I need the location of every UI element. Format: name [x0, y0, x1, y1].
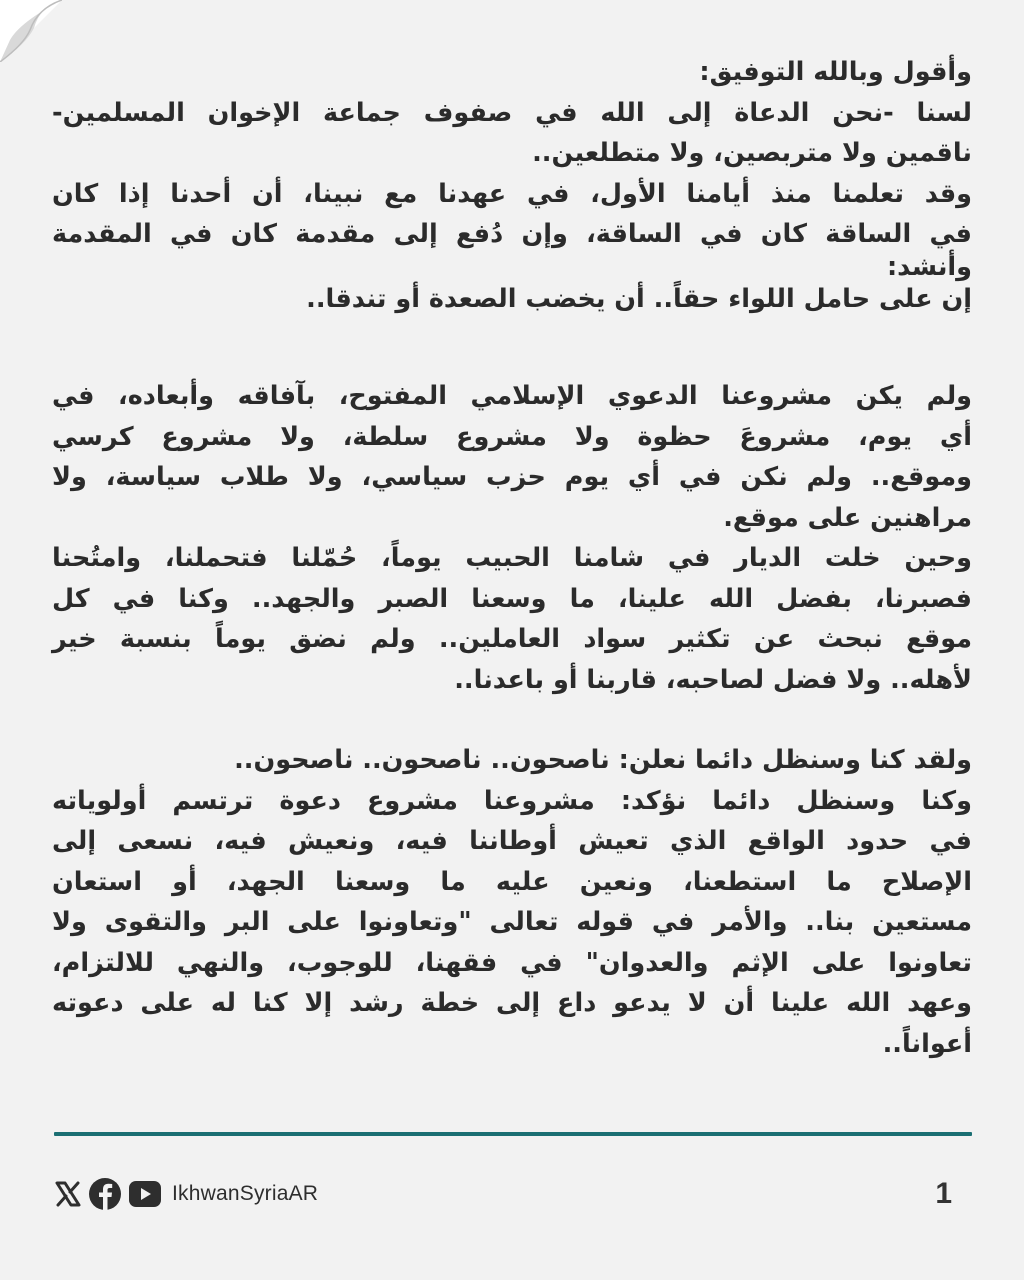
text-line: وكنا وسنظل دائما نؤكد: مشروعنا مشروع دعوة ترتسم أولوياته — [52, 785, 972, 816]
youtube-icon[interactable] — [128, 1179, 162, 1209]
text-line: فصبرنا، بفضل الله علينا، ما وسعنا الصبر والجهد.. وكنا في كل — [52, 583, 972, 614]
footer — [54, 1168, 952, 1220]
text-line: وأنشد: — [886, 251, 972, 282]
text-line: وحين خلت الديار في شامنا الحبيب يوماً، حُمّلنا فتحملنا، وامتُحنا — [52, 543, 972, 573]
text-line: ولم يكن مشروعنا الدعوي الإسلامي المفتوح، بآفاقه وأبعاده، في — [52, 381, 972, 411]
text-line: موقع نبحث عن تكثير سواد العاملين.. ولم نضق يوماً بنسبة خير — [52, 624, 972, 654]
text-line: في الساقة كان في الساقة، وإن دُفع إلى مقدمة كان في المقدمة — [52, 219, 972, 249]
paragraph-opening — [52, 52, 972, 319]
paragraph-project — [52, 376, 972, 700]
paragraph-advice — [52, 740, 972, 1064]
page-number: 1 — [935, 1177, 952, 1210]
footer-divider — [54, 1132, 972, 1136]
x-icon[interactable] — [54, 1180, 82, 1208]
social-links — [54, 1177, 318, 1211]
text-line: أعواناً.. — [882, 1028, 972, 1059]
facebook-icon[interactable] — [88, 1177, 122, 1211]
text-line: في حدود الواقع الذي تعيش أوطاننا فيه، ونعيش فيه، نسعى إلى — [52, 826, 972, 856]
text-line: لأهله.. ولا فضل لصاحبه، قاربنا أو باعدنا.. — [454, 664, 972, 695]
text-line: أي يوم، مشروعَ حظوة ولا مشروع سلطة، ولا مشروع كرسي — [52, 421, 972, 452]
text-line: تعاونوا على الإثم والعدوان" في فقهنا، للوجوب، والنهي للالتزام، — [52, 947, 972, 978]
text-line: وأقول وبالله التوفيق: — [699, 57, 972, 87]
text-line: ناقمين ولا متربصين، ولا متطلعين.. — [532, 138, 972, 168]
text-line: إن على حامل اللواء حقاً.. أن يخضب الصعدة أو تندقا.. — [306, 283, 972, 314]
text-line: مراهنين على موقع. — [723, 502, 972, 533]
text-line: لسنا -نحن الدعاة إلى الله في صفوف جماعة الإخوان المسلمين- — [52, 97, 972, 128]
account-handle[interactable]: IkhwanSyriaAR — [172, 1182, 319, 1205]
text-line: الإصلاح ما استطعنا، ونعين عليه ما وسعنا الجهد، أو استعان — [52, 866, 972, 897]
text-line: وموقع.. ولم نكن في أي يوم حزب سياسي، ولا طلاب سياسة، ولا — [52, 462, 972, 492]
text-line: وقد تعلمنا منذ أيامنا الأول، في عهدنا مع نبينا، أن أحدنا إذا كان — [52, 178, 972, 209]
text-line: مستعين بنا.. والأمر في قوله تعالى "وتعاونوا على البر والتقوى ولا — [52, 907, 972, 937]
text-line: وعهد الله علينا أن لا يدعو داع إلى خطة رشد إلا كنا له على دعوته — [52, 988, 972, 1018]
text-line: ولقد كنا وسنظل دائما نعلن: ناصحون.. ناصحون.. ناصحون.. — [234, 745, 972, 775]
